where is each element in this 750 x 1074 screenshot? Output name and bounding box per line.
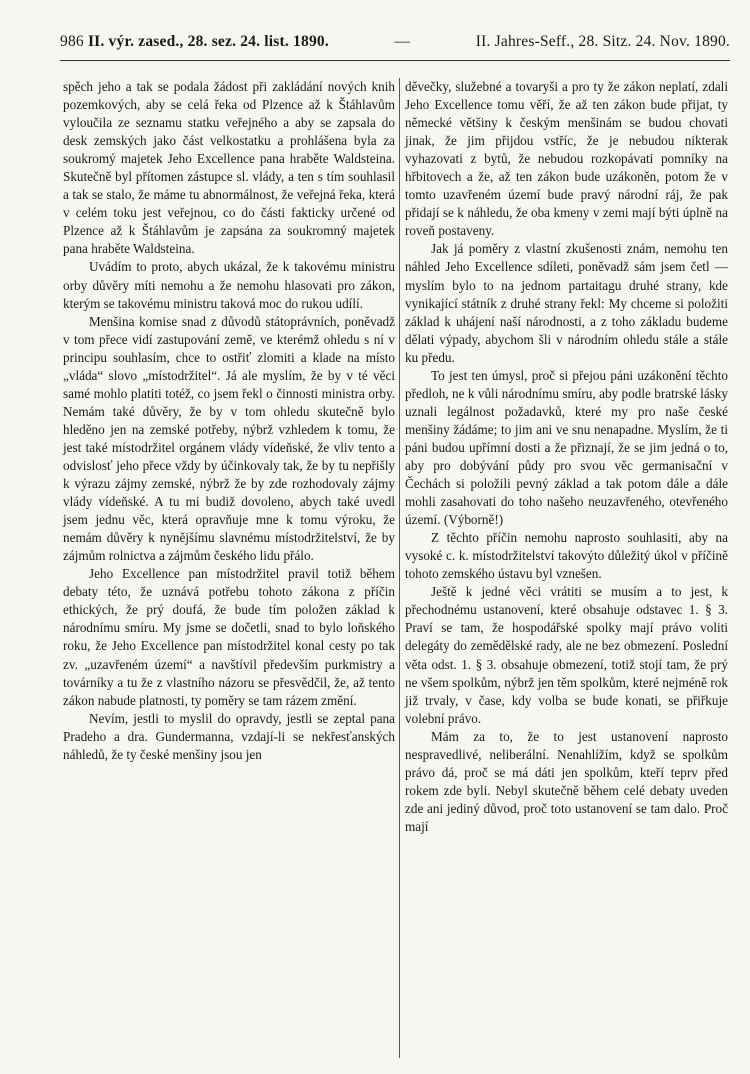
- page-number: 986: [60, 33, 84, 50]
- paragraph: Z těchto příčin nemohu naprosto souhlasiti, aby na vysoké c. k. místodržitelství takovýto důležitý úkol v příčině tohoto zemského ústavu byl vznešen.: [405, 530, 728, 582]
- paragraph: Mám za to, že to jest ustanovení naprosto nespravedlivé, neliberální. Nenahlížím, když se spolkům právo dá, proč se má dáti jen spolkům, kteří teprv před rokem zde byli. Nebyl skutečně během celé debaty uveden zde ani jediný důvod, proč toto ustanovení se tam dalo. Proč mají: [405, 728, 728, 834]
- paragraph: To jest ten úmysl, proč si přejou páni uzákonění těchto předloh, ne k vůli národnímu smíru, aby podle bratrské lásky uznali legálnost požadavků, které my pro naše české menšiny žádáme; to jim ani ve snu nenapadne. Myslím, že ti páni budou upřímní dosti a že přiznají, že se jim jedná o to, aby pro dobývání půdy pro svou věc germanisační v Čechách si položili pevný základ a tak potom dále a dále mohli zasahovati do toho našeho neuzavřeného, otevřeného území. (Výborně!): [405, 367, 728, 528]
- header-separator: —: [394, 33, 411, 50]
- paragraph: Nevím, jestli to myslil do opravdy, jestli se zeptal pana Pradeho a dra. Gundermanna, vzdají-li se nekřesťanských náhledů, že ty české menšiny jsou jen: [63, 710, 395, 762]
- header-title-german: II. Jahres-Seff., 28. Sitz. 24. Nov. 1890.: [475, 33, 730, 50]
- paragraph: spěch jeho a tak se podala žádost při zakládání nových knih pozemkových, aby se celá řeka od Plzence až k Štáhlavům vyloučila ze seznamu statku veřejného a aby se zapsala do desk zemských jako část velkostatku a prohlášena byla za soukromý majetek Jeho Excellence pana hraběte Waldsteina. Skutečně byl přítomen zástupce sl. vlády, a ten s tím souhlasil a tak se stalo, že máme tu abnormálnost, že veřejná řeka, která v celém toku jest veřejnou, co do části fakticky určené od Plzence až k Štáhlavům je zapsána za soukromný majetek pana hraběte Waldsteina.: [63, 79, 395, 257]
- page-header: [60, 33, 730, 51]
- paragraph: Menšina komise snad z důvodů státoprávních, poněvadž v tom přece vidí zastupování země, ve kterémž ohledu s ní v principu souhlasím, chce to ostřiť zlomiti a klade na místo „vláda“ slovo „místodržitel“. Já ale myslím, že by v té věci samé mohlo platiti totéž, co jsem řekl o činnosti ministra orby. Nemám také důvěry, že by v tom ohledu skutečně bylo hleděno jen na zemské potřeby, nýbrž vzhledem k tomu, že jest také místodržitel orgánem vlády vídeňské, že vliv tento a odvislosť jeho přece vždy by účinkovaly tak, že by tu nepřišly k výrazu zájmy zemské, nýbrž že by zde rozhodovaly zájmy vlády vídeňské. A tu mi budiž dovoleno, abych také uvedl jsem jednu věc, která opravňuje mne k tomu výroku, že nemám důvěry k nynějšímu slavnému místodržitelství, že by zájmům rolnictva a zájmům českého lidu přálo.: [63, 313, 395, 564]
- paragraph: Jeho Excellence pan místodržitel pravil totiž během debaty této, že uznává potřebu tohoto zákona z příčin ethických, že prý doufá, že bude tím položen základ k národnímu smíru. My jsme se dočetli, snad to bylo loňského roku, že Jeho Excellence pan místodržitel konal cesty po tak zv. „uzavřeném území“ a navštívil především purkmistry a továrníky a tu že z vlastního názoru se přesvědčil, že, až tento zákon nabude platnosti, ty poměry se tam rázem změní.: [63, 566, 395, 708]
- header-title-czech: II. výr. zased., 28. sez. 24. list. 1890.: [87, 33, 329, 50]
- column-divider: [399, 78, 400, 1058]
- right-column: [405, 78, 728, 836]
- paragraph: Ještě k jedné věci vrátiti se musím a to jest, k přechodnému ustanovení, které obsahuje odstavec 1. § 3. Praví se tam, že hospodářské spolky mají právo voliti delegáty do zemědělské rady, ale ne bez obmezení. Poslední věta odst. 1. § 3. obsahuje obmezení, totiž stojí tam, že prý ne všem spolkům, nýbrž jen těm spolkům, které nejméně rok již trvaly, v čase, kdy volba se bude konati, se přiřkuje volební právo.: [405, 584, 728, 726]
- paragraph: Jak já poměry z vlastní zkušenosti znám, nemohu ten náhled Jeho Excellence sdíleti, poněvadž sám jsem četl — myslím bylo to na jednom partaitagu druhé strany, kde vynikající státník z druhé strany řekl: My chceme si položiti základ k uhájení naší národnosti, a z toho základu budeme dělati výpady, abychom šli v národním ohledu stále a stále ku předu.: [405, 241, 728, 365]
- left-column: [63, 78, 395, 764]
- paragraph: děvečky, služebné a tovaryši a pro ty že zákon neplatí, zdali Jeho Excellence tomu věří, že až ten zákon bude přijat, ty německé většiny k českým menšinám se budou chovati jinak, že jim přijdou vstříc, že je nebudou nikterak vyhazovati z bytů, že nebudou rozkopávati pomníky na hřbitovech a že, až ten zákon bude uzákoněn, potom že v tomto uzavřeném území bude pravý národní ráj, že pak přidají se k náhledu, že oba kmeny v zemi mají býti úplně na roveň postaveny.: [405, 79, 728, 239]
- paragraph: Uvádím to proto, abych ukázal, že k takovému ministru orby důvěry míti nemohu a že nemohu hlasovati pro zákon, kterým se takovému ministru taková moc do rukou udílí.: [63, 259, 395, 311]
- header-rule: [60, 60, 730, 61]
